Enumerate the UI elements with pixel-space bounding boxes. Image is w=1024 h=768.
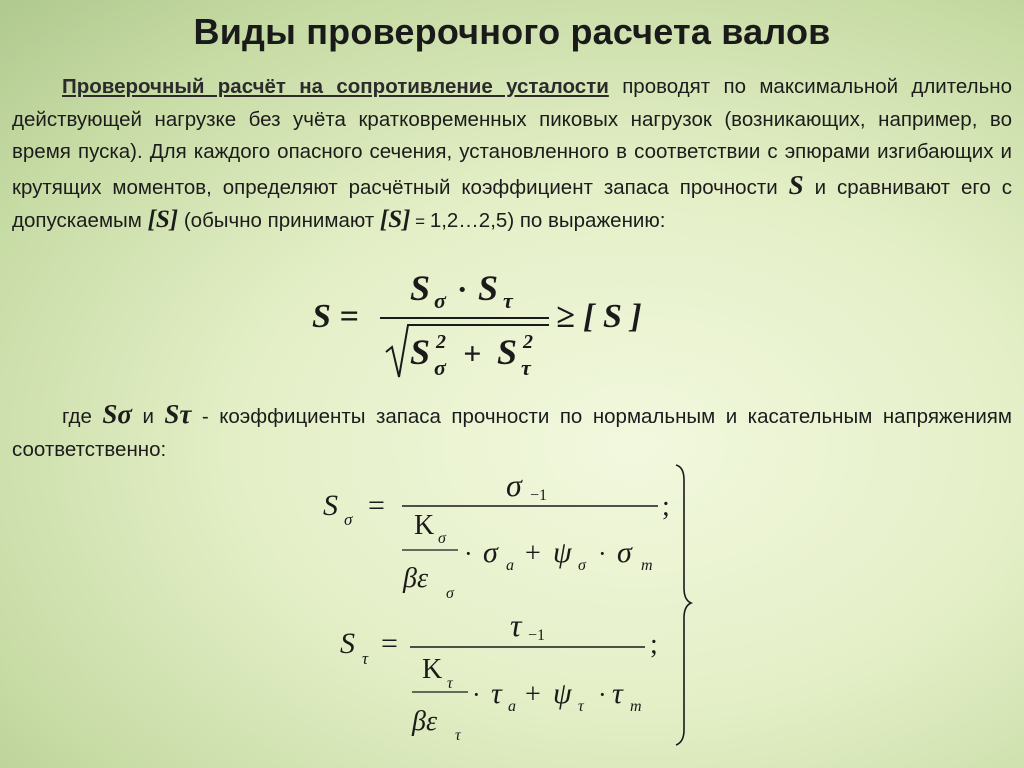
formula-main-rhs: ≥ [ S ] [556,298,642,335]
sigma-num-sub: −1 [530,487,548,504]
formula-main-num-sub2: τ [503,288,513,313]
formula-main-den-plus: + [463,335,482,371]
formula-main-num-s2: S [478,268,499,308]
formula-main-den-sub1: σ [434,355,446,380]
formula-main-num-dot: · [458,271,466,307]
tau-lhs-sub: τ [362,649,369,668]
formula-main-den-s2: S [497,332,518,372]
formula-main-num-s1: S [410,268,431,308]
para1-range: 1,2…2,5 [429,209,508,232]
tau-plus: + [525,679,541,710]
formula-main-den-sub2: τ [521,355,531,380]
sigma-psi: ψ [553,536,572,569]
para2-text: - коэффициенты запаса прочности по нормальным и касательным напряжениям соответственно: [12,405,1012,461]
symbol-s-tau: Sτ [164,399,192,429]
sigma-end: ; [662,491,670,522]
sigma-lhs: S [323,489,338,522]
tau-a-sub: a [508,698,516,715]
sigma-lhs-sub: σ [344,510,353,529]
tau-num-sub: −1 [528,627,546,644]
highlight-phrase: Проверочный расчёт на сопротивление усталости [62,75,609,98]
sigma-eq: = [368,489,385,522]
tau-beta-sub: τ [455,727,461,744]
tau-psi-sub: τ [578,698,584,715]
tau-end: ; [650,629,658,660]
para1-eq: = [410,212,430,231]
formula-sigma [323,467,670,602]
formula-main-num-sub1: σ [434,288,446,313]
symbol-allowable-s-2: [S] [379,206,411,233]
tau-m: τ [612,677,623,710]
sigma-beta: βε [403,563,428,594]
sigma-psi-sub: σ [578,557,586,574]
tau-num: τ [510,607,522,643]
tau-a: τ [491,677,502,710]
sigma-k-sub: σ [438,530,446,547]
tau-k-sub: τ [447,675,453,692]
formula-main-den-sup2: 2 [523,331,533,353]
right-curly-brace [676,465,691,745]
tau-lhs: S [340,627,355,660]
tau-m-sub: m [630,698,642,715]
sigma-dot1: · [464,539,473,568]
para1-text-b: и сравнивают его с допускаемым [12,175,1012,232]
sigma-m: σ [617,536,632,569]
para2-mid: и [131,405,165,428]
symbol-s: S [788,169,804,200]
formula-tau [340,607,658,744]
tau-dot2: · [598,680,607,709]
tau-psi: ψ [553,677,572,710]
sigma-dot2: · [598,539,607,568]
para1-text-d: ) по выражению: [507,209,666,232]
tau-beta: βε [412,706,437,737]
sigma-beta-sub: σ [446,585,454,602]
para2-lead: где [62,405,103,428]
sigma-a-sub: a [506,557,514,574]
slide-title: Виды проверочного расчета валов [193,11,831,52]
para1-text-c: (обычно принимают [178,209,380,232]
para1-text-a: проводят по максимальной длительно действующей нагрузке без учёта кратковременных пиковых нагрузок (возникающих, например, во время пуска). Для каждого опасного сечения, установленного в соответствии с эпюрами изгибающих и крутящих моментов, определяют расчётный коэффициент запаса прочности [12,75,1013,199]
tau-k: K [422,654,443,685]
sigma-plus: + [525,538,541,569]
tau-eq: = [381,627,398,660]
sigma-k: K [414,510,435,541]
formula-main-den-sup1: 2 [436,331,446,353]
sigma-a: σ [483,536,498,569]
symbol-allowable-s: [S] [147,206,179,233]
symbol-s-sigma: Sσ [102,399,132,429]
tau-dot1: · [472,680,481,709]
formula-main-den-s1: S [410,332,431,372]
sigma-m-sub: m [641,557,653,574]
sigma-num: σ [506,467,522,503]
formula-main-lhs: S = [312,298,359,335]
